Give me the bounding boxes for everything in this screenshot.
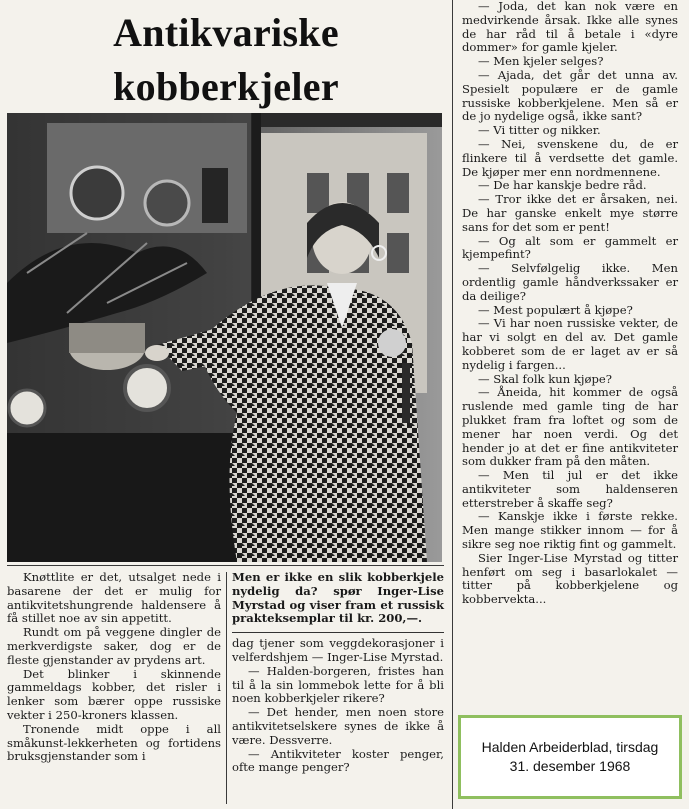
photo-bottom-rule xyxy=(7,565,444,566)
column-rule-1 xyxy=(226,572,227,804)
paragraph: Rundt om på veggene dingler de merkverdigste saker, dog er de fleste gjenstander av prydens art. xyxy=(7,625,221,667)
paragraph: Knøttlite er det, utsalget nede i basarene der det er mulig for antikvitetshungrende haldensere å få stillet noe av sin appetitt. xyxy=(7,570,221,626)
paragraph: — De har kanskje bedre råd. xyxy=(478,178,647,193)
paragraph: — Joda, det kan nok være en medvirkende årsak. Ikke alle synes de har råd til å betale i «dyre dommer» for gamle kjeler. xyxy=(462,0,678,55)
paragraph: — Vi titter og nikker. xyxy=(478,123,601,138)
photo-caption: Men er ikke en slik kobberkjele nydelig da? spør Inger-Lise Myrstad og viser fram et russisk prakteksemplar til kr. 200,—. xyxy=(232,570,444,626)
paragraph: Sier Inger-Lise Myrstad og titter henført om seg i basarlokalet — titter på kobberkjelene og kobbervekta... xyxy=(462,550,678,607)
source-date: 31. desember 1968 xyxy=(509,758,631,774)
photo-illustration xyxy=(7,113,442,562)
paragraph: — Ajada, det går det unna av. Spesielt populære er de gamle russiske kobberkjelene. Men så er de jo nydelige også, ikke sant? xyxy=(462,67,678,124)
article-column-3 xyxy=(462,0,678,607)
article-column-2 xyxy=(232,571,444,775)
column-rule-2 xyxy=(452,0,453,809)
paragraph: — Kanskje ikke i første rekke. Men mange stikker innom — for å sikre seg noe riktig fint og gammelt. xyxy=(462,509,678,552)
paragraph: — Skal folk kun kjøpe? xyxy=(478,371,612,386)
paragraph: — Åneida, hit kommer de også ruslende med gamle ting de har plukket fram fra loftet og som de mener har noen verdi. Og det hender jo at det er fine antikviteter som dukker fram på den måten. xyxy=(462,385,678,469)
paragraph: — Halden-borgeren, fristes han til å la sin lommebok lette for å bli noen kobberkjeler rikere? xyxy=(232,663,444,706)
paragraph: — Men til jul er det ikke antikviteter som haldenseren etterstreber å skaffe seg? xyxy=(462,468,678,510)
paragraph: Det blinker i skinnende gammeldags kobber, det risler i lenker som bærer oppe russiske vekter i 250-kroners klassen. xyxy=(7,666,221,722)
paragraph: — Og alt som er gammelt er kjempefint? xyxy=(462,233,678,262)
paragraph: — Men kjeler selges? xyxy=(478,54,604,69)
paragraph: — Mest populært å kjøpe? xyxy=(478,302,633,317)
article-photo xyxy=(7,113,442,562)
paragraph: Tronende midt oppe i all småkunst-lekkerheten og fortidens bruksgjenstander som i xyxy=(7,721,221,764)
source-label xyxy=(458,715,682,799)
source-publication: Halden Arbeiderblad, tirsdag xyxy=(481,739,659,755)
headline-line-1: Antikvariske kobberkjeler xyxy=(113,10,339,109)
paragraph: — Antikviteter koster penger, ofte mange penger? xyxy=(232,746,444,775)
paragraph: — Selvfølgelig ikke. Men ordentlig gamle håndverkssaker er da deilige? xyxy=(462,261,678,303)
paragraph: — Det hender, men noen store antikvitetselskere synes de ikke å være. Dessverre. xyxy=(232,705,444,747)
paragraph: dag tjener som veggdekorasjoner i velferdshjem — Inger-Lise Myrstad. xyxy=(232,636,444,664)
paragraph: — Nei, svenskene du, de er flinkere til å verdsette det gamle. De kjøper mer enn nordmennene. xyxy=(462,136,678,179)
paragraph: — Vi har noen russiske vekter, de har vi solgt en del av. Det gamle kobberet som de er laget av er så nydelig i fargen... xyxy=(462,316,678,372)
caption-rule xyxy=(232,632,444,633)
article-column-1 xyxy=(7,571,221,764)
paragraph: — Tror ikke det er årsaken, nei. De har ganske enkelt mye større sans for det som er pent! xyxy=(462,192,678,234)
